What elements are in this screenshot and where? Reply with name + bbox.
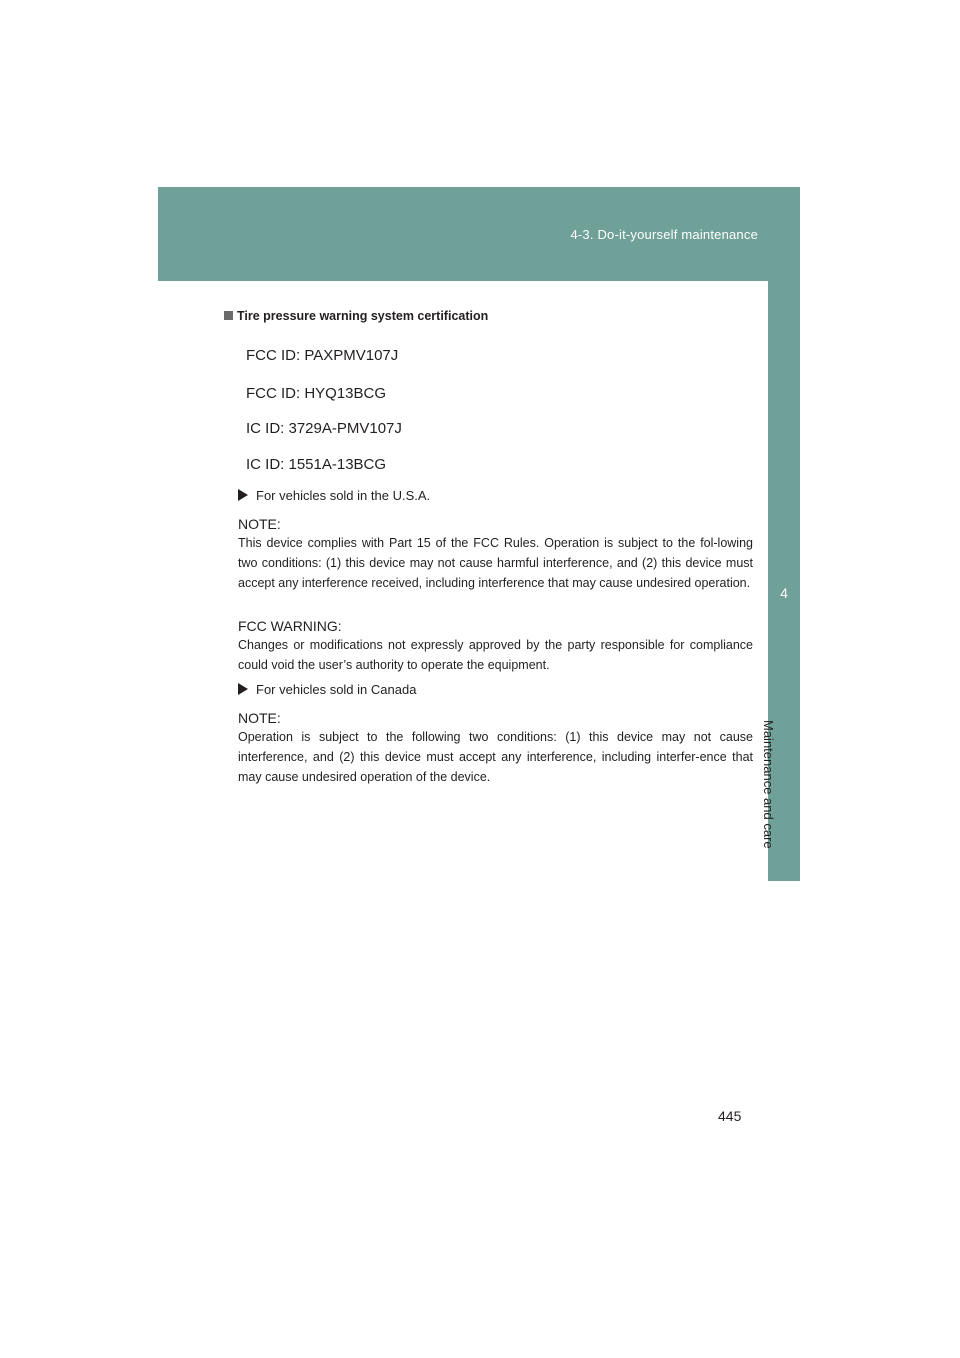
chapter-number: 4	[780, 585, 788, 601]
bullet-usa	[238, 488, 430, 503]
section-heading-text: Tire pressure warning system certification	[237, 309, 489, 323]
canada-note	[238, 709, 753, 787]
chapter-title: Maintenance and care	[761, 720, 776, 849]
bullet-usa-text: For vehicles sold in the U.S.A.	[256, 488, 431, 503]
page-number: 445	[718, 1108, 742, 1124]
id-line: IC ID: 3729A-PMV107J	[246, 420, 402, 437]
warning-text: Changes or modifications not expressly approved by the party responsible for compliance could void the user’s authority to operate the equipment.	[238, 638, 753, 672]
note-text: This device complies with Part 15 of the FCC Rules. Operation is subject to the fol-lowing two conditions: (1) this device may not cause harmful interference, and (2) this device must accept any interference received, including interference that may cause undesired operation.	[238, 536, 753, 590]
bullet-canada-text: For vehicles sold in Canada	[256, 682, 417, 697]
usa-note	[238, 515, 753, 593]
triangle-bullet-icon	[238, 683, 248, 695]
section-heading	[224, 309, 488, 323]
chapter-title-container	[761, 720, 800, 870]
id-line: IC ID: 1551A-13BCG	[246, 456, 387, 473]
note-text: Operation is subject to the following two conditions: (1) this device may not cause interference, and (2) this device must accept any interference, including interfer-ence that may cause undesired operation of the device.	[238, 730, 753, 784]
header-band	[158, 187, 800, 281]
note-label: NOTE:	[238, 710, 281, 726]
triangle-bullet-icon	[238, 489, 248, 501]
note-label: NOTE:	[238, 516, 281, 532]
id-line: FCC ID: PAXPMV107J	[246, 347, 399, 364]
bullet-canada	[238, 682, 416, 697]
section-title: 4-3. Do-it-yourself maintenance	[570, 227, 758, 242]
id-line: FCC ID: HYQ13BCG	[246, 385, 387, 402]
usa-warning	[238, 617, 753, 675]
warning-label: FCC WARNING:	[238, 618, 342, 634]
square-bullet-icon	[224, 311, 233, 320]
